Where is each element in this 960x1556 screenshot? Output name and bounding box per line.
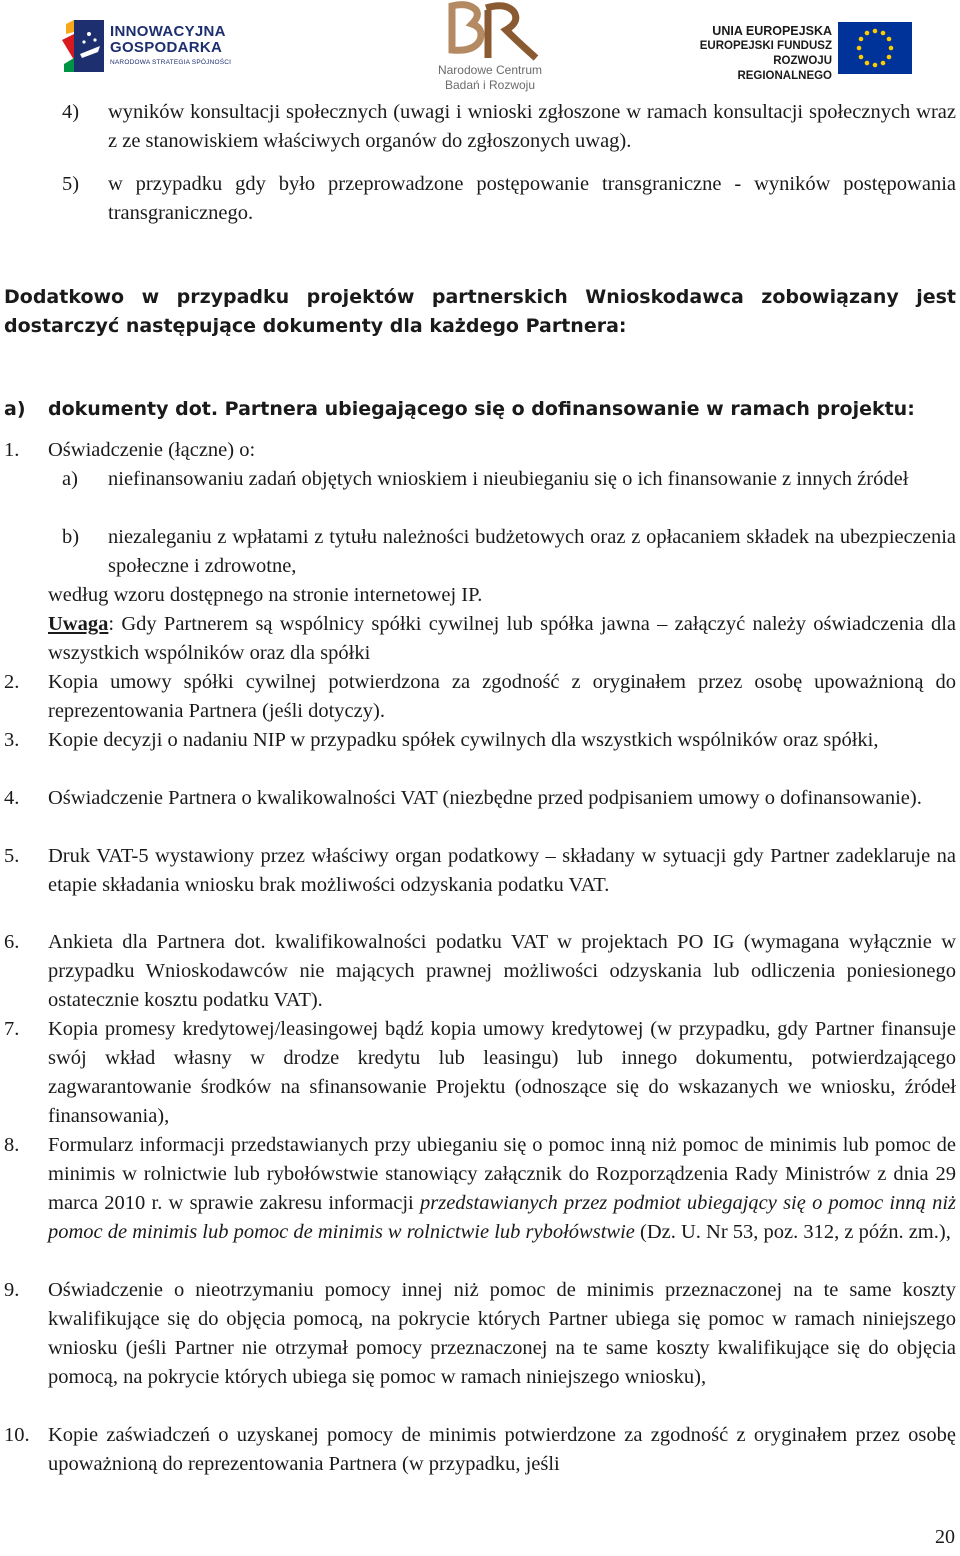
item8-text-a: Formularz informacji przedstawianych przy ubieganiu się o pomoc inną niż pomoc de minimis lub pomoc de minimis w rolnictwie lub rybołówstwie stanowiący załącznik do Rozporządzenia Rady Ministrów z dnia 29 marca 2010 r. w sprawie zakresu informacji	[48, 1134, 956, 1214]
list-item-number: 4)	[62, 101, 80, 123]
page-number: 20	[935, 1526, 955, 1548]
uwaga-note	[48, 610, 956, 668]
item-number: 1.	[4, 439, 20, 461]
eu-flag-icon	[838, 22, 912, 74]
item-number: 7.	[4, 1018, 20, 1040]
innowacyjna-gospodarka-logo	[60, 18, 250, 78]
sub-item-label: a)	[62, 468, 78, 490]
section-label: a)	[4, 398, 26, 420]
item-number: 5.	[4, 845, 20, 867]
item-text: Kopie decyzji o nadaniu NIP w przypadku spółek cywilnych dla wszystkich wspólników oraz spółki,	[48, 729, 879, 751]
ig-emblem-icon	[60, 20, 106, 72]
section-heading: dokumenty dot. Partnera ubiegającego się o dofinansowanie w ramach projektu:	[48, 398, 915, 420]
item-text: Oświadczenie Partnera o kwalikowalności VAT (niezbędne przed podpisaniem umowy o dofinansowanie).	[48, 787, 922, 809]
item8-text-italic: przedstawianych przez podmiot ubiegający się o pomoc inną niż pomoc de minimis lub pomoc de minimis w rolnictwie lub rybołówstwie	[48, 1192, 956, 1243]
item-text: Kopia promesy kredytowej/leasingowej bądź kopia umowy kredytowej (w przypadku, gdy Partner finansuje swój wkład własny w drodze kredytu lub leasingu) lub innego dokumentu, potwierdzającego zagwarantowanie środków na sfinansowanie Projektu (odnoszące się do wskazanych we wniosku, źródeł finansowania),	[48, 1018, 956, 1127]
ig-logo-line3: NARODOWA STRATEGIA SPÓJNOŚCI	[110, 59, 232, 66]
item-number: 6.	[4, 931, 20, 953]
item-text: Ankieta dla Partnera dot. kwalifikowalności podatku VAT w projektach PO IG (wymagana wyłącznie w przypadku Wnioskodawców nie mających prawnej możliwości odzyskania lub odliczenia poniesionego ostatecznie kosztu podatku VAT).	[48, 931, 956, 1011]
eu-logo-line2: EUROPEJSKI FUNDUSZ	[699, 40, 832, 52]
list-item-text: wyników konsultacji społecznych (uwagi i wnioski zgłoszone w ramach konsultacji społecznych wraz z ze stanowiskiem właściwych organów do zgłoszonych uwag).	[108, 101, 956, 152]
ncbr-logo	[410, 0, 570, 95]
page-header	[0, 0, 960, 95]
item-number: 8.	[4, 1134, 20, 1156]
sub-item-label: b)	[62, 526, 80, 548]
sub-item-text: niezaleganiu z wpłatami z tytułu należności budżetowych oraz z opłacaniem składek na ubezpieczenia społeczne i zdrowotne,	[108, 526, 956, 577]
template-note: według wzoru dostępnego na stronie internetowej IP.	[48, 584, 483, 606]
ncbr-logo-line1: Narodowe Centrum	[437, 63, 543, 77]
ncbr-logo-line2: Badań i Rozwoju	[444, 78, 536, 92]
item-text: Kopie zaświadczeń o uzyskanej pomocy de minimis potwierdzone za zgodność z oryginałem przez osobę upoważnioną do reprezentowania Partnera (w przypadku, jeśli	[48, 1424, 956, 1475]
item-text	[48, 1131, 956, 1247]
intro-paragraph: Dodatkowo w przypadku projektów partnerskich Wnioskodawca zobowiązany jest dostarczyć następujące dokumenty dla każdego Partnera:	[4, 286, 956, 337]
item8-text-b: (Dz. U. Nr 53, poz. 312, z późn. zm.),	[634, 1221, 951, 1243]
uwaga-label: Uwaga	[48, 613, 109, 635]
ig-logo-line1: INNOWACYJNA	[110, 23, 226, 40]
list-item-number: 5)	[62, 173, 80, 195]
uwaga-text: : Gdy Partnerem są wspólnicy spółki cywilnej lub spółka jawna – załączyć należy oświadczenia dla wszystkich wspólników oraz dla spółki	[48, 613, 956, 664]
eu-logo	[680, 22, 912, 82]
item-number: 10.	[4, 1424, 30, 1446]
item-text: Druk VAT-5 wystawiony przez właściwy organ podatkowy – składany w sytuacji gdy Partner zadeklaruje na etapie składania wniosku brak możliwości odzyskania podatku VAT.	[48, 845, 956, 896]
ncbr-br-icon	[428, 0, 548, 62]
eu-logo-line3: ROZWOJU REGIONALNEGO	[737, 55, 832, 82]
list-item-text: w przypadku gdy było przeprowadzone postępowanie transgraniczne - wyników postępowania transgranicznego.	[108, 173, 956, 224]
item-text: Kopia umowy spółki cywilnej potwierdzona za zgodność z oryginałem przez osobę upoważnioną do reprezentowania Partnera (jeśli dotyczy).	[48, 671, 956, 722]
item-number: 2.	[4, 671, 20, 693]
eu-logo-line1: UNIA EUROPEJSKA	[712, 24, 832, 38]
ig-logo-line2: GOSPODARKA	[110, 39, 223, 56]
item-number: 9.	[4, 1279, 20, 1301]
item-number: 3.	[4, 729, 20, 751]
item-text: Oświadczenie o nieotrzymaniu pomocy innej niż pomoc de minimis przeznaczonej na te same koszty kwalifikujące się do objęcia pomocą, na pokrycie których Partner ubiega się pomoc w ramach niniejszego wniosku (jeśli Partner nie otrzymał pomocy przeznaczonej na te same koszty kwalifikujące się do objęcia pomocą, na pokrycie których ubiega się pomoc w ramach niniejszego wniosku),	[48, 1279, 956, 1388]
item-title: Oświadczenie (łączne) o:	[48, 439, 256, 461]
item-number: 4.	[4, 787, 20, 809]
sub-item-text: niefinansowaniu zadań objętych wnioskiem i nieubieganiu się o ich finansowanie z innych źródeł	[108, 468, 909, 490]
